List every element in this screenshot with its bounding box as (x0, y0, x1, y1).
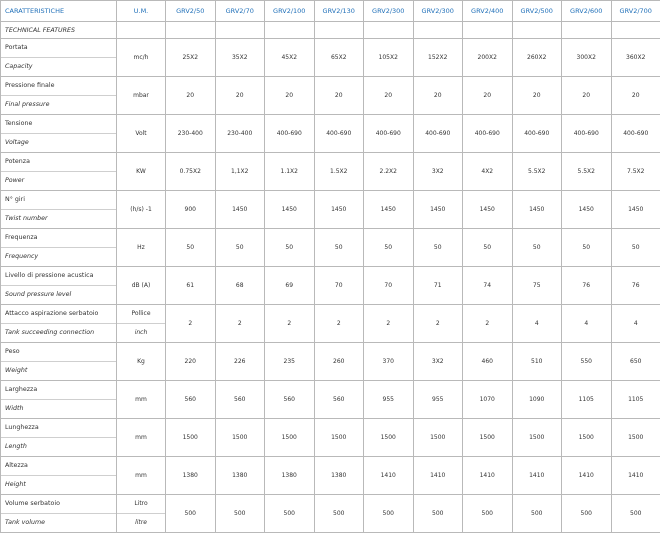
value-cell: 500 (512, 495, 562, 533)
value-cell: 1.1X2 (265, 153, 315, 191)
model-header: GRV2/300 (364, 1, 414, 22)
value-cell: 2 (463, 305, 513, 343)
model-header: GRV2/100 (265, 1, 315, 22)
value-cell: 4X2 (463, 153, 513, 191)
row-label-english: Weight (1, 361, 116, 380)
value-cell: 65X2 (314, 39, 364, 77)
row-label (1, 305, 117, 343)
value-cell: 230-400 (166, 115, 216, 153)
value-cell: 1380 (265, 457, 315, 495)
value-cell: 400-690 (562, 115, 612, 153)
unit-cell: dB (A) (117, 267, 166, 305)
value-cell: 1500 (512, 419, 562, 457)
value-cell: 1500 (314, 419, 364, 457)
table-row (1, 115, 660, 153)
value-cell: 35X2 (215, 39, 265, 77)
model-header: GRV2/50 (166, 1, 216, 22)
table-row (1, 267, 660, 305)
table-row (1, 419, 660, 457)
value-cell: 71 (413, 267, 463, 305)
row-label-italian: Lunghezza (1, 419, 116, 437)
value-cell: 500 (611, 495, 660, 533)
row-label-italian: Peso (1, 343, 116, 361)
value-cell: 1500 (463, 419, 513, 457)
value-cell: 2 (215, 305, 265, 343)
value-cell: 1500 (562, 419, 612, 457)
row-label (1, 153, 117, 191)
value-cell: 70 (364, 267, 414, 305)
subtitle-row (1, 22, 660, 39)
table-row (1, 39, 660, 77)
row-label (1, 191, 117, 229)
value-cell: 2 (413, 305, 463, 343)
value-cell: 1410 (364, 457, 414, 495)
empty-cell (463, 22, 513, 39)
value-cell: 50 (611, 229, 660, 267)
row-label (1, 229, 117, 267)
row-label (1, 77, 117, 115)
table-row (1, 191, 660, 229)
unit-header: U.M. (117, 1, 166, 22)
value-cell: 400-690 (265, 115, 315, 153)
row-label (1, 39, 117, 77)
unit-cell (117, 495, 166, 533)
value-cell: 1380 (215, 457, 265, 495)
unit-cell (117, 305, 166, 343)
value-cell: 500 (265, 495, 315, 533)
row-label-english: Tank volume (1, 513, 116, 532)
value-cell: 20 (215, 77, 265, 115)
value-cell: 2.2X2 (364, 153, 414, 191)
value-cell: 360X2 (611, 39, 660, 77)
model-header: GRV2/130 (314, 1, 364, 22)
value-cell: 1450 (215, 191, 265, 229)
value-cell: 550 (562, 343, 612, 381)
row-label-english: Width (1, 399, 116, 418)
value-cell: 560 (314, 381, 364, 419)
row-label-english: Tank succeeding connection (1, 323, 116, 342)
value-cell: 61 (166, 267, 216, 305)
value-cell: 1500 (413, 419, 463, 457)
value-cell: 1450 (611, 191, 660, 229)
value-cell: 20 (314, 77, 364, 115)
value-cell: 50 (562, 229, 612, 267)
model-header: GRV2/500 (512, 1, 562, 22)
value-cell: 1450 (314, 191, 364, 229)
value-cell: 1105 (562, 381, 612, 419)
value-cell: 400-690 (314, 115, 364, 153)
value-cell: 20 (562, 77, 612, 115)
row-label-english: Final pressure (1, 95, 116, 114)
value-cell: 370 (364, 343, 414, 381)
value-cell: 2 (265, 305, 315, 343)
value-cell: 69 (265, 267, 315, 305)
row-label-italian: Potenza (1, 153, 116, 171)
table-row (1, 381, 660, 419)
value-cell: 260X2 (512, 39, 562, 77)
value-cell: 50 (215, 229, 265, 267)
value-cell: 500 (463, 495, 513, 533)
row-label (1, 419, 117, 457)
value-cell: 900 (166, 191, 216, 229)
model-header: GRV2/700 (611, 1, 660, 22)
value-cell: 500 (166, 495, 216, 533)
value-cell: 2 (314, 305, 364, 343)
empty-cell (413, 22, 463, 39)
row-label-italian: Portata (1, 39, 116, 57)
value-cell: 3X2 (413, 343, 463, 381)
row-label (1, 115, 117, 153)
value-cell: 1500 (611, 419, 660, 457)
value-cell: 20 (611, 77, 660, 115)
value-cell: 560 (265, 381, 315, 419)
unit-cell: KW (117, 153, 166, 191)
value-cell: 68 (215, 267, 265, 305)
table-row (1, 153, 660, 191)
value-cell: 500 (364, 495, 414, 533)
value-cell: 560 (215, 381, 265, 419)
unit-cell: Volt (117, 115, 166, 153)
empty-cell (117, 22, 166, 39)
value-cell: 50 (364, 229, 414, 267)
value-cell: 1410 (413, 457, 463, 495)
value-cell: 1450 (463, 191, 513, 229)
value-cell: 300X2 (562, 39, 612, 77)
value-cell: 500 (314, 495, 364, 533)
empty-cell (265, 22, 315, 39)
value-cell: 50 (166, 229, 216, 267)
value-cell: 1410 (463, 457, 513, 495)
value-cell: 1070 (463, 381, 513, 419)
value-cell: 1380 (166, 457, 216, 495)
value-cell: 650 (611, 343, 660, 381)
empty-cell (215, 22, 265, 39)
row-label-italian: Altezza (1, 457, 116, 475)
row-label-english: Length (1, 437, 116, 456)
value-cell: 400-690 (413, 115, 463, 153)
unit-cell: mm (117, 381, 166, 419)
model-header: GRV2/70 (215, 1, 265, 22)
value-cell: 4 (512, 305, 562, 343)
table-row (1, 495, 660, 533)
empty-cell (166, 22, 216, 39)
value-cell: 4 (611, 305, 660, 343)
value-cell: 20 (512, 77, 562, 115)
row-label-italian: Livello di pressione acustica (1, 267, 116, 285)
value-cell: 400-690 (512, 115, 562, 153)
value-cell: 105X2 (364, 39, 414, 77)
value-cell: 200X2 (463, 39, 513, 77)
unit-primary: Litro (117, 495, 165, 513)
unit-cell: Kg (117, 343, 166, 381)
unit-cell: mbar (117, 77, 166, 115)
value-cell: 5.5X2 (512, 153, 562, 191)
unit-cell: mm (117, 457, 166, 495)
row-label (1, 381, 117, 419)
row-label-italian: Volume serbatoio (1, 495, 116, 513)
header-row (1, 1, 660, 22)
row-label-italian: Frequenza (1, 229, 116, 247)
value-cell: 75 (512, 267, 562, 305)
row-label-english: Frequency (1, 247, 116, 266)
value-cell: 3X2 (413, 153, 463, 191)
value-cell: 1450 (265, 191, 315, 229)
value-cell: 50 (512, 229, 562, 267)
value-cell: 76 (611, 267, 660, 305)
value-cell: 1450 (413, 191, 463, 229)
row-label (1, 495, 117, 533)
table-row (1, 77, 660, 115)
row-label-english: Voltage (1, 133, 116, 152)
value-cell: 460 (463, 343, 513, 381)
row-label-english: Capacity (1, 57, 116, 76)
value-cell: 1090 (512, 381, 562, 419)
value-cell: 1410 (562, 457, 612, 495)
value-cell: 50 (463, 229, 513, 267)
value-cell: 74 (463, 267, 513, 305)
value-cell: 500 (562, 495, 612, 533)
model-header: GRV2/400 (463, 1, 513, 22)
value-cell: 1500 (215, 419, 265, 457)
row-label-italian: Tensione (1, 115, 116, 133)
value-cell: 50 (265, 229, 315, 267)
value-cell: 25X2 (166, 39, 216, 77)
table-row (1, 305, 660, 343)
value-cell: 1450 (562, 191, 612, 229)
value-cell: 400-690 (611, 115, 660, 153)
unit-cell: mm (117, 419, 166, 457)
value-cell: 1,1X2 (215, 153, 265, 191)
value-cell: 500 (215, 495, 265, 533)
row-label (1, 343, 117, 381)
row-label (1, 457, 117, 495)
value-cell: 235 (265, 343, 315, 381)
value-cell: 1410 (512, 457, 562, 495)
model-header: GRV2/300 (413, 1, 463, 22)
value-cell: 510 (512, 343, 562, 381)
value-cell: 50 (314, 229, 364, 267)
value-cell: 226 (215, 343, 265, 381)
row-label-english: Height (1, 475, 116, 494)
value-cell: 1500 (364, 419, 414, 457)
value-cell: 400-690 (463, 115, 513, 153)
empty-cell (512, 22, 562, 39)
value-cell: 1500 (265, 419, 315, 457)
value-cell: 1410 (611, 457, 660, 495)
value-cell: 400-690 (364, 115, 414, 153)
row-label-english: Sound pressure level (1, 285, 116, 304)
value-cell: 220 (166, 343, 216, 381)
value-cell: 50 (413, 229, 463, 267)
value-cell: 5.5X2 (562, 153, 612, 191)
value-cell: 20 (463, 77, 513, 115)
value-cell: 1450 (364, 191, 414, 229)
unit-cell: mc/h (117, 39, 166, 77)
empty-cell (562, 22, 612, 39)
empty-cell (314, 22, 364, 39)
unit-primary: Pollice (117, 305, 165, 323)
row-label (1, 267, 117, 305)
value-cell: 76 (562, 267, 612, 305)
value-cell: 2 (166, 305, 216, 343)
empty-cell (611, 22, 660, 39)
row-label-italian: Pressione finale (1, 77, 116, 95)
row-label-italian: Attacco aspirazione serbatoio (1, 305, 116, 323)
unit-secondary: inch (117, 323, 165, 342)
value-cell: 955 (364, 381, 414, 419)
value-cell: 20 (364, 77, 414, 115)
value-cell: 45X2 (265, 39, 315, 77)
value-cell: 20 (265, 77, 315, 115)
value-cell: 4 (562, 305, 612, 343)
value-cell: 0.75X2 (166, 153, 216, 191)
unit-cell: Hz (117, 229, 166, 267)
value-cell: 260 (314, 343, 364, 381)
value-cell: 1105 (611, 381, 660, 419)
value-cell: 230-400 (215, 115, 265, 153)
row-label-italian: Larghezza (1, 381, 116, 399)
table-row (1, 457, 660, 495)
value-cell: 1450 (512, 191, 562, 229)
model-header: GRV2/600 (562, 1, 612, 22)
value-cell: 2 (364, 305, 414, 343)
value-cell: 20 (166, 77, 216, 115)
empty-cell (364, 22, 414, 39)
table-title: CARATTERISTICHE (1, 1, 117, 22)
unit-secondary: litre (117, 513, 165, 532)
unit-cell: (h/s) -1 (117, 191, 166, 229)
row-label-italian: N° giri (1, 191, 116, 209)
value-cell: 7.5X2 (611, 153, 660, 191)
value-cell: 70 (314, 267, 364, 305)
value-cell: 1380 (314, 457, 364, 495)
row-label-english: Power (1, 171, 116, 190)
table-subtitle: TECHNICAL FEATURES (1, 22, 117, 39)
table-row (1, 343, 660, 381)
table-body (1, 39, 660, 533)
value-cell: 500 (413, 495, 463, 533)
value-cell: 1.5X2 (314, 153, 364, 191)
value-cell: 152X2 (413, 39, 463, 77)
value-cell: 1500 (166, 419, 216, 457)
value-cell: 560 (166, 381, 216, 419)
value-cell: 955 (413, 381, 463, 419)
value-cell: 20 (413, 77, 463, 115)
row-label-english: Twist number (1, 209, 116, 228)
table-row (1, 229, 660, 267)
